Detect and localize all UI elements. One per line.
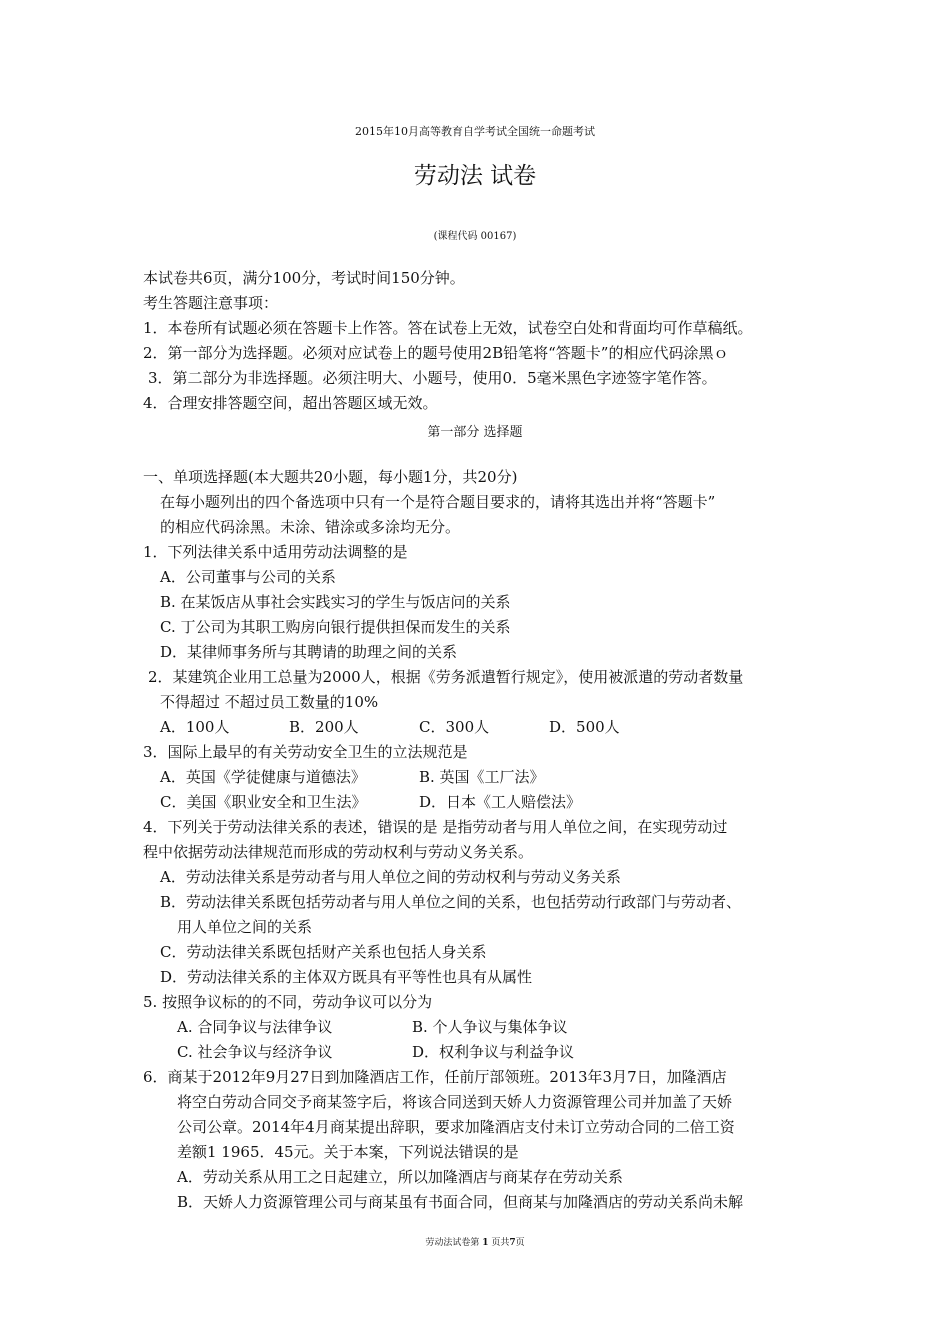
question-4-option-d: D．劳动法律关系的主体双方既具有平等性也具有从属性 [160, 968, 533, 986]
question-2-option-c: C．300人 [419, 718, 490, 736]
question-1-option-a: A．公司董事与公司的关系 [160, 568, 336, 586]
question-2-option-a: A．100人 [160, 718, 230, 736]
question-3-option-d: D．日本《工人赔偿法》 [419, 793, 582, 811]
question-5-option-c: C. 社会争议与经济争议 [177, 1043, 333, 1061]
footer-page-number: 1 [482, 1238, 489, 1248]
question-3-option-a: A．英国《学徒健康与道德法》 [160, 768, 366, 786]
question-4-stem-1: 4．下列关于劳动法律关系的表述，错误的是 是指劳动者与用人单位之间，在实现劳动过 [143, 818, 728, 836]
question-3-option-b: B. 英国《工厂法》 [419, 768, 545, 786]
paper-title: 劳动法 试卷 [413, 163, 537, 189]
question-5-option-b: B. 个人争议与集体争议 [412, 1018, 568, 1036]
footer-suffix: 页 [515, 1238, 525, 1248]
question-6-stem-2: 将空白劳动合同交予商某签字后，将该合同送到天娇人力资源管理公司并加盖了天娇 [177, 1093, 733, 1111]
footer-total-pages: 7 [509, 1238, 516, 1248]
question-5-stem: 5. 按照争议标的的不同，劳动争议可以分为 [143, 993, 433, 1011]
question-6-stem-1: 6．商某于2012年9月27日到加隆酒店工作，任前厅部领班。2013年3月7日，加隆酒店 [143, 1068, 727, 1086]
notes-item-1: 1．本卷所有试题必须在答题卡上作答。答在试卷上无效，试卷空白处和背面均可作草稿纸。 [143, 319, 753, 337]
notes-line-2: 考生答题注意事项： [143, 294, 279, 312]
question-1-option-b: B. 在某饭店从事社会实践实习的学生与饭店问的关系 [160, 593, 511, 611]
question-6-stem-4: 差额1 1965．45元。关于本案，下列说法错误的是 [177, 1143, 519, 1161]
question-1-option-c: C. 丁公司为其职工购房向银行提供担保而发生的关系 [160, 618, 511, 636]
question-4-option-c: C．劳动法律关系既包括财产关系也包括人身关系 [160, 943, 487, 961]
question-2-option-b: B．200人 [289, 718, 359, 736]
question-6-option-a: A．劳动关系从用工之日起建立，所以加隆酒店与商某存在劳动关系 [177, 1168, 623, 1186]
question-6-stem-3: 公司公章。2014年4月商某提出辞职，要求加隆酒店支付未订立劳动合同的二倍工资 [177, 1118, 735, 1136]
course-code: (课程代码 00167) [433, 231, 517, 242]
question-2-option-d: D．500人 [549, 718, 620, 736]
question-4-stem-2: 程中依据劳动法律规范而形成的劳动权利与劳动义务关系。 [143, 843, 534, 861]
part1-title: 第一部分 选择题 [427, 425, 523, 440]
footer-prefix: 劳动法试卷第 [425, 1238, 483, 1248]
question-1-stem: 1．下列法律关系中适用劳动法调整的是 [143, 543, 408, 561]
question-1-option-d: D．某律师事务所与其聘请的助理之间的关系 [160, 643, 458, 661]
question-5-option-a: A. 合同争议与法律争议 [177, 1018, 333, 1036]
footer-middle: 页共 [488, 1238, 510, 1248]
question-4-option-b-1: B．劳动法律关系既包括劳动者与用人单位之间的关系，也包括劳动行政部门与劳动者、 [160, 893, 742, 911]
question-2-stem-1: 2．某建筑企业用工总量为2000人，根据《劳务派遣暂行规定》，使用被派遣的劳动者数量 [148, 668, 744, 686]
notes-item-2: 2．第一部分为选择题。必须对应试卷上的题号使用2B铅笔将“答题卡”的相应代码涂黑ｏ [143, 344, 729, 362]
notes-item-3: 3．第二部分为非选择题。必须注明大、小题号，使用0．5毫米黑色字迹签字笔作答。 [148, 369, 717, 387]
section-instruction-2: 的相应代码涂黑。未涂、错涂或多涂均无分。 [160, 518, 461, 536]
question-2-stem-2: 不得超过 不超过员工数量的10% [160, 693, 379, 711]
section-instruction-1: 在每小题列出的四个备选项中只有一个是符合题目要求的，请将其选出并将“答题卡” [160, 493, 716, 511]
question-5-option-d: D．权利争议与利益争议 [412, 1043, 575, 1061]
question-3-stem: 3．国际上最早的有关劳动安全卫生的立法规范是 [143, 743, 468, 761]
question-6-option-b: B．天娇人力资源管理公司与商某虽有书面合同，但商某与加隆酒店的劳动关系尚未解 [177, 1193, 744, 1211]
notes-line-1: 本试卷共6页，满分100分，考试时间150分钟。 [143, 269, 465, 287]
notes-item-4: 4．合理安排答题空间，超出答题区域无效。 [143, 394, 438, 412]
section-heading: 一、单项选择题(本大题共20小题，每小题1分，共20分) [143, 468, 518, 486]
question-4-option-b-2: 用人单位之间的关系 [177, 918, 313, 936]
question-3-option-c: C．美国《职业安全和卫生法》 [160, 793, 367, 811]
exam-title: 2015年10月高等教育自学考试全国统一命题考试 [355, 125, 595, 138]
page-footer [0, 1234, 950, 1252]
question-4-option-a: A．劳动法律关系是劳动者与用人单位之间的劳动权利与劳动义务关系 [160, 868, 621, 886]
